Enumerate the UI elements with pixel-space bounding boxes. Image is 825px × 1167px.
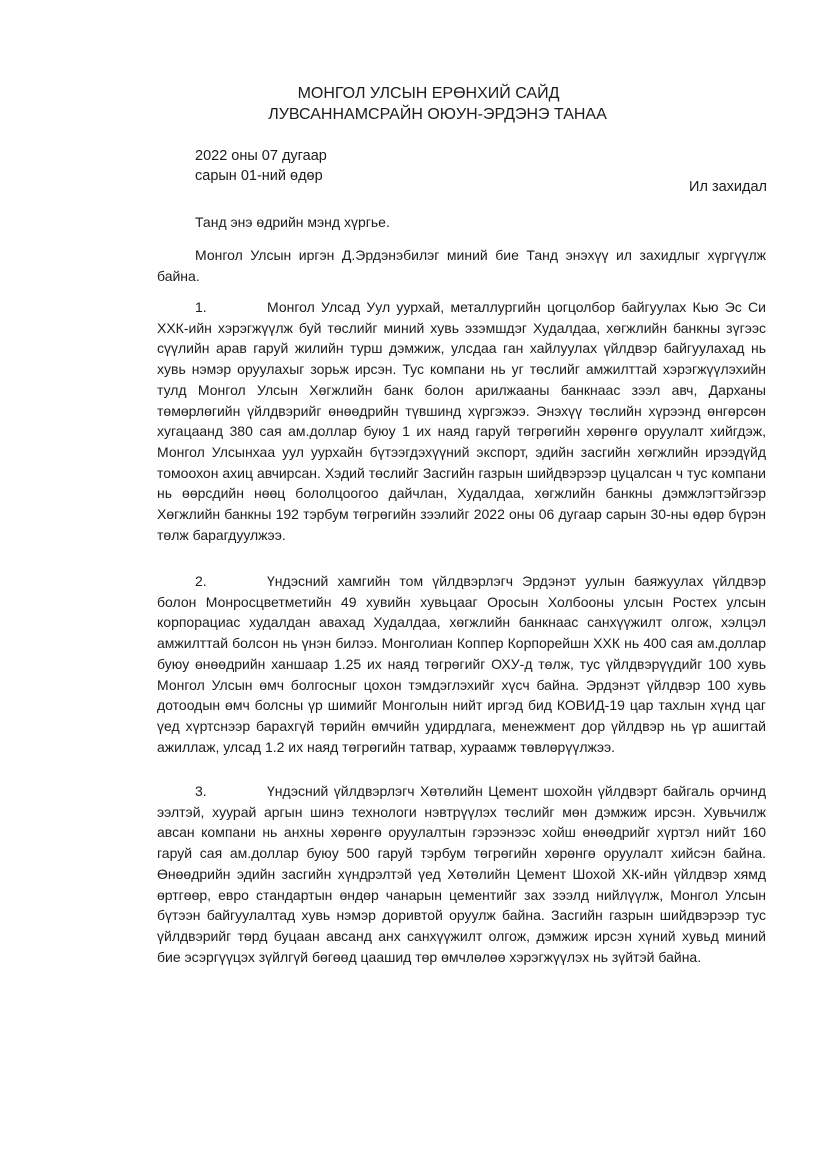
addressee-name: ЛУВСАННАМСРАЙН ОЮУН-ЭРДЭНЭ ТАНАА: [268, 106, 607, 123]
paragraph-number: 1.: [195, 299, 207, 315]
addressee-title: МОНГОЛ УЛСЫН ЕРӨНХИЙ САЙД: [297, 85, 560, 102]
numbered-paragraph-1: [157, 297, 766, 545]
numbered-paragraph-2: [157, 571, 766, 757]
paragraph-text: Монгол Улсад Уул уурхай, металлургийн цогцолбор байгуулах Кью Эс Си ХХК-ийн хэрэгжүүлж буй төслийг миний хувь эзэмшдэг Худалдаа, хөгжлийн банкны зүгээс сүүлийн арав гаруй жилийн турш дэмжиж, улсдаа ган хайлуулах үйлдвэр байгуулахад нь хувь нэмэр оруулахыг зорьж ирсэн. Тус компани нь уг төслийг амжилттай хэрэгжүүлэхийн тулд Монгол Улсын Хөгжлийн банк болон арилжааны банкнаас зээл авч, Дарханы төмөрлөгийн үйлдвэрийг өнөөдрийн түвшинд хүргэжээ. Энэхүү төслийн хүрээнд өнгөрсөн хугацаанд 380 сая ам.доллар буюу 1 их наяд гаруй төгрөгийн хөрөнгө оруулалт хийгдэж, Монгол Улсынхаа уул уурхайн бүтээгдэхүүний экспорт, эдийн засгийн хөгжлийн ирээдүйд томоохон ахиц авчирсан. Хэдий төслийг Засгийн газрын шийдвэрээр цуцалсан ч тус компани нь өөрсдийн нөөц бололцоогоо дайчлан, Худалдаа, хөгжлийн банкны дэмжлэгтэйгээр Хөгжлийн банкны 192 тэрбум төгрөгийн зээлийг 2022 оны 06 дугаар сарын 30-ны өдөр бүрэн төлж барагдуулжээ.: [157, 299, 766, 543]
paragraph-number: 3.: [195, 783, 207, 799]
intro-paragraph: Монгол Улсын иргэн Д.Эрдэнэбилэг миний бие Танд энэхүү ил захидлыг хүргүүлж байна.: [157, 247, 766, 284]
paragraph-number: 2.: [195, 573, 207, 589]
paragraph-text: Үндэсний үйлдвэрлэгч Хөтөлийн Цемент шохойн үйлдвэрт байгаль орчинд ээлтэй, хуурай аргын шинэ технологи нэвтрүүлэх төслийг мөн дэмжиж ирсэн. Хувьчилж авсан компани нь анхны хөрөнгө оруулалтын гэрээнээс хойш өнөөдрийг хүртэл нийт 160 гаруй сая ам.доллар буюу 500 гаруй тэрбум төгрөгийн хөрөнгө оруулалт хийсэн байна. Өнөөдрийн эдийн засгийн хүндрэлтэй үед Хөтөлийн Цемент Шохой ХК-ийн үйлдвэр хямд өртгөөр, евро стандартын өндөр чанарын цементийг зах зээлд нийлүүлж, Монгол Улсын бүтээн байгуулалтад хувь нэмэр доривтой оруулж байна. Засгийн газрын шийдвэрээр тус үйлдвэрийг төрд буцаан авсанд анх санхүүжилт олгож, дэмжиж ирсэн хүний хувьд миний бие эсэргүүцэх зүйлгүй бөгөөд цаашид төр өмчлөлөө хэрэгжүүлэх нь зүйтэй байна.: [157, 783, 766, 965]
greeting: Танд энэ өдрийн мэнд хүргье.: [195, 214, 390, 230]
paragraph-text: Үндэсний хамгийн том үйлдвэрлэгч Эрдэнэт уулын баяжуулах үйлдвэр болон Монросцветметийн 49 хувийн хувьцааг Оросын Холбооны улсын Ростех улсын корпорациас худалдан авахад Худалдаа, хөгжлийн банкнаас санхүүжилт олгож, хэлцэл амжилттай болсон нь үнэн билээ. Монголиан Коппер Корпорейшн ХХК нь 400 сая ам.доллар буюу өнөөдрийн ханшаар 1.25 их наяд төгрөгийг ОХУ-д төлж, тус үйлдвэрүүдийг 100 хувь Монгол Улсын өмч болгосныг цохон тэмдэглэхийг хүсч байна. Эрдэнэт үйлдвэр 100 хувь дотоодын өмч болсны үр шимийг Монголын нийт иргэд бид КОВИД-19 цар тахлын хүнд цаг үед хүртснээр барахгүй төрийн өмчийн удирдлага, менежмент дор үйлдвэр нь үр ашигтай ажиллаж, улсад 1.2 их наяд төгрөгийн татвар, хураамж төвлөрүүлжээ.: [157, 573, 766, 755]
addressee-block: [0, 83, 825, 125]
letter-date: [195, 146, 327, 186]
numbered-paragraph-3: [157, 781, 766, 967]
date-line-2: сарын 01-ний өдөр: [195, 168, 323, 184]
date-line-1: 2022 оны 07 дугаар: [195, 148, 327, 164]
document-type: Ил захидал: [689, 179, 767, 195]
